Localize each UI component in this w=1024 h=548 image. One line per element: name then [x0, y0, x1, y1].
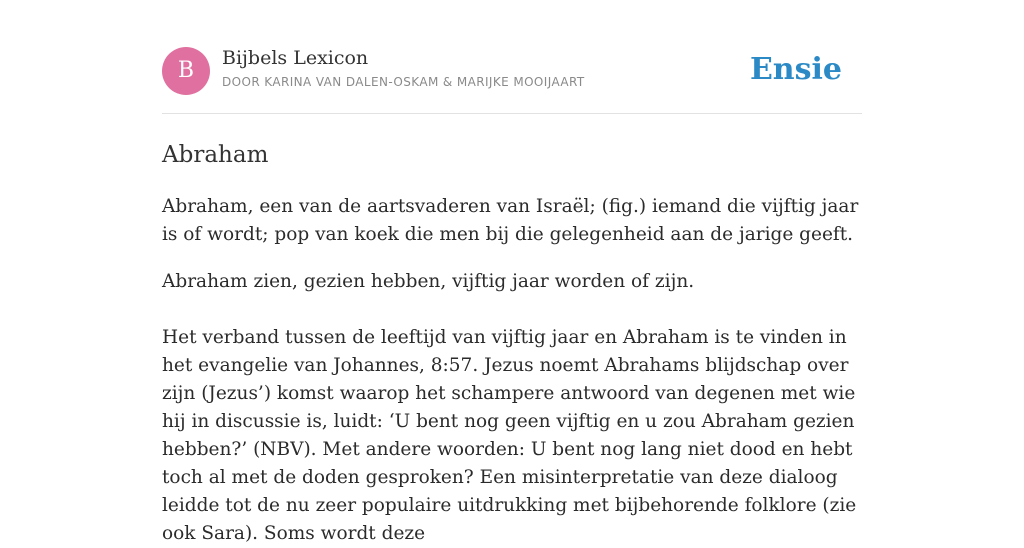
explanation-paragraph: Het verband tussen de leeftijd van vijftig jaar en Abraham is te vinden in het evangelie van Johannes, 8:57. Jezus noemt Abrahams blijdschap over zijn (Jezus’) komst waarop het schampere antwoord van degenen met wie hij in discussie is, luidt: ‘U bent nog geen vijftig en u zou Abraham gezien hebben?’ (NBV). Met andere woorden: U bent nog lang niet dood en hebt toch al met de doden gesproken? Een misinterpretatie van deze dialoog leidde tot de nu zeer populaire uitdrukking met bijbehorende folklore (zie ook Sara). Soms wordt deze — [162, 327, 857, 544]
ensie-logo[interactable]: Ensie — [749, 52, 842, 87]
authors-byline: DOOR KARINA VAN DALEN-OSKAM & MARIJKE MOOIJAART — [222, 75, 585, 89]
expression-paragraph: Abraham zien, gezien hebben, vijftig jaar worden of zijn. — [162, 271, 695, 292]
entry-header — [162, 46, 862, 114]
book-avatar[interactable]: B — [162, 47, 210, 95]
book-title-link[interactable]: Bijbels Lexicon — [222, 47, 369, 69]
definition-paragraph: Abraham, een van de aartsvaderen van Israël; (fig.) iemand die vijftig jaar is of wordt; pop van koek die men bij die gelegenheid aan de jarige geeft. — [162, 196, 859, 245]
entry-title: Abraham — [162, 142, 269, 168]
lexicon-entry-card — [162, 46, 862, 548]
